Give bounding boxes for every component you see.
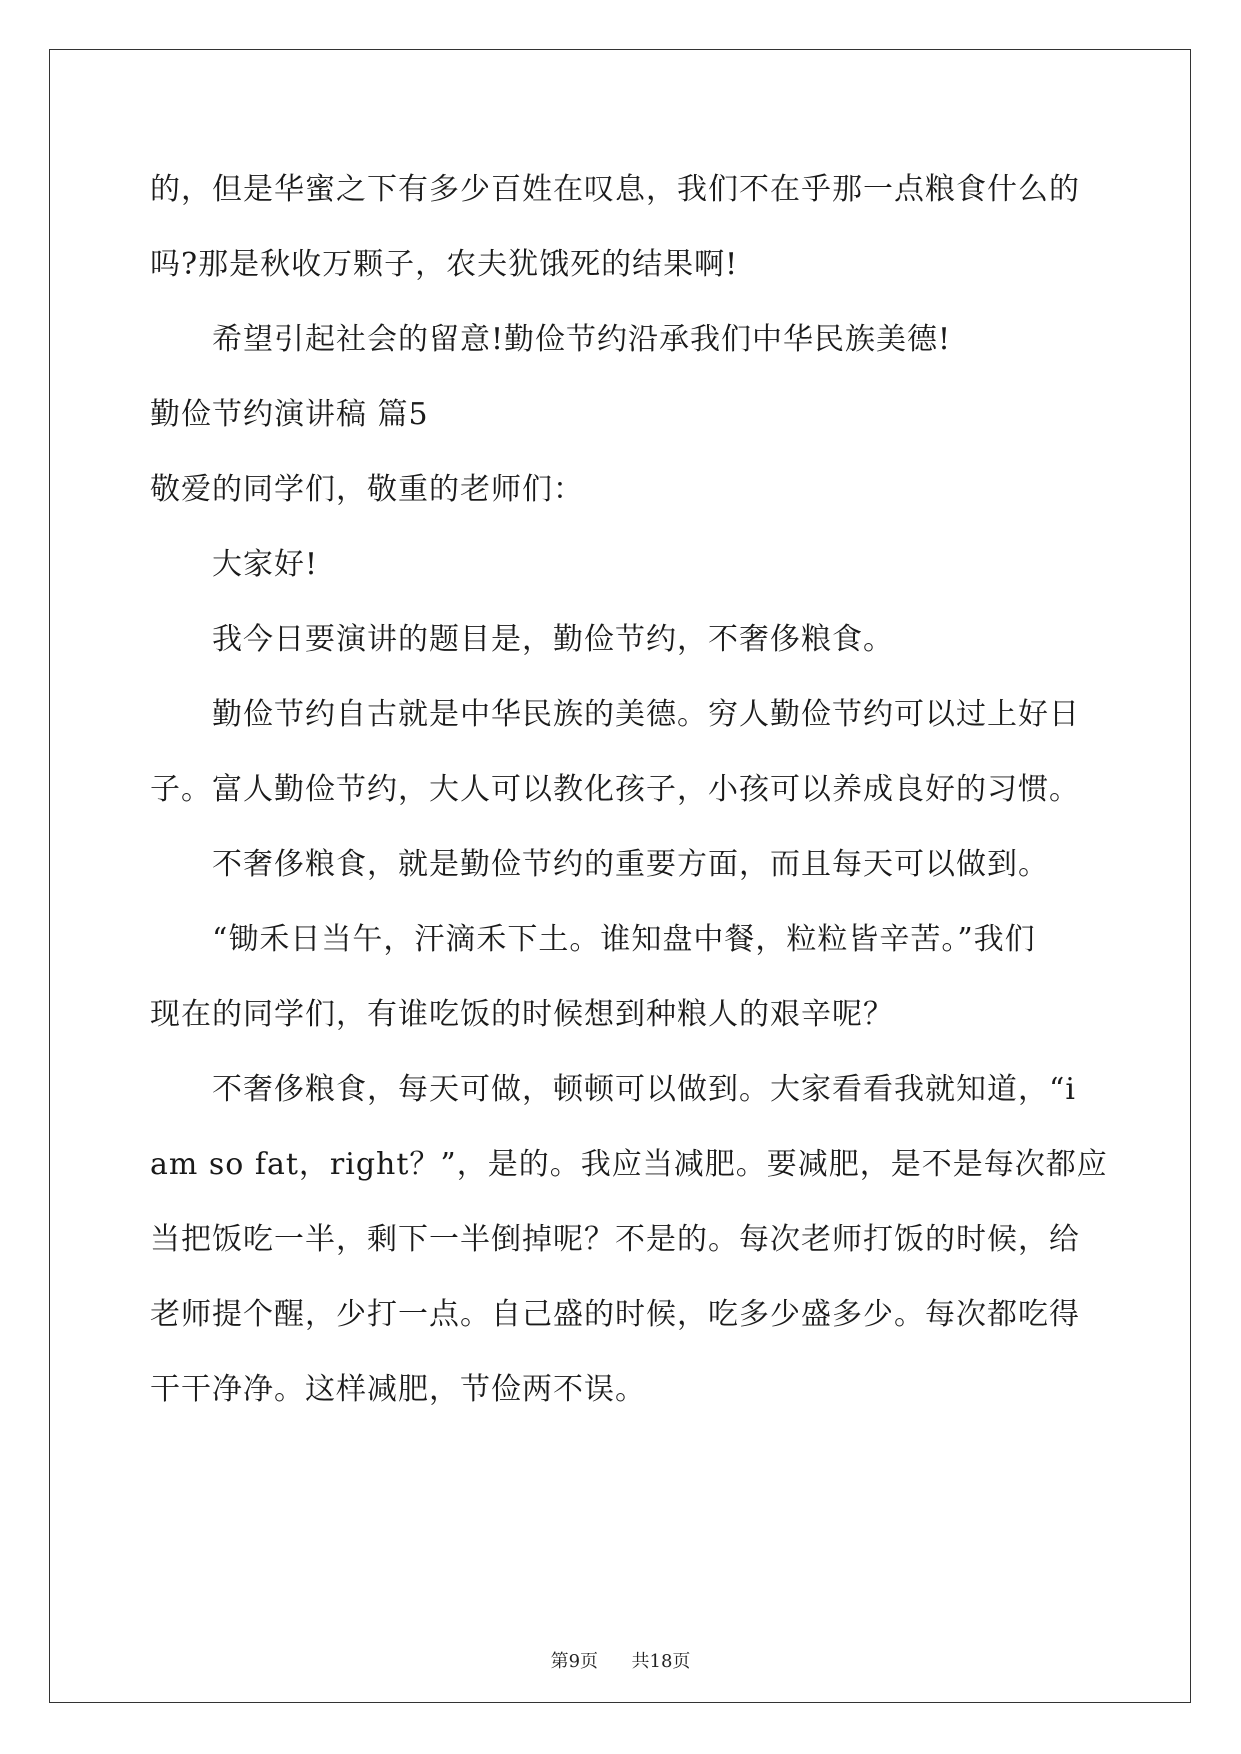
text-line: 当把饭吃一半，剩下一半倒掉呢？不是的。每次老师打饭的时候，给 (150, 1222, 1080, 1257)
text-line: “锄禾日当午，汗滴禾下土。谁知盘中餐，粒粒皆辛苦。”我们 (212, 922, 1036, 957)
text-line: am so fat，right？”，是的。我应当减肥。要减肥，是不是每次都应 (150, 1147, 1108, 1182)
page-number: 第9页 (550, 1651, 599, 1672)
text-line: 老师提个醒，少打一点。自己盛的时候，吃多少盛多少。每次都吃得 (150, 1297, 1080, 1332)
page-footer (0, 1650, 1241, 1674)
text-line: 的，但是华蜜之下有多少百姓在叹息，我们不在乎那一点粮食什么的 (150, 172, 1080, 207)
text-line: 大家好! (212, 547, 319, 582)
text-line: 吗?那是秋收万颗子，农夫犹饿死的结果啊! (150, 247, 739, 282)
salutation: 敬爱的同学们，敬重的老师们： (150, 472, 584, 507)
text-line: 子。富人勤俭节约，大人可以教化孩子，小孩可以养成良好的习惯。 (150, 772, 1080, 807)
text-line: 不奢侈粮食，每天可做，顿顿可以做到。大家看看我就知道，“i (212, 1072, 1076, 1107)
text-line: 我今日要演讲的题目是，勤俭节约，不奢侈粮食。 (212, 622, 894, 657)
text-line: 干干净净。这样减肥，节俭两不误。 (150, 1372, 646, 1407)
text-line: 不奢侈粮食，就是勤俭节约的重要方面，而且每天可以做到。 (212, 847, 1049, 882)
text-line: 希望引起社会的留意!勤俭节约沿承我们中华民族美德! (212, 322, 952, 357)
text-line: 勤俭节约自古就是中华民族的美德。穷人勤俭节约可以过上好日 (212, 697, 1080, 732)
text-line: 现在的同学们，有谁吃饭的时候想到种粮人的艰辛呢？ (150, 997, 894, 1032)
section-heading: 勤俭节约演讲稿 篇5 (150, 397, 429, 432)
page-total: 共18页 (631, 1651, 691, 1672)
